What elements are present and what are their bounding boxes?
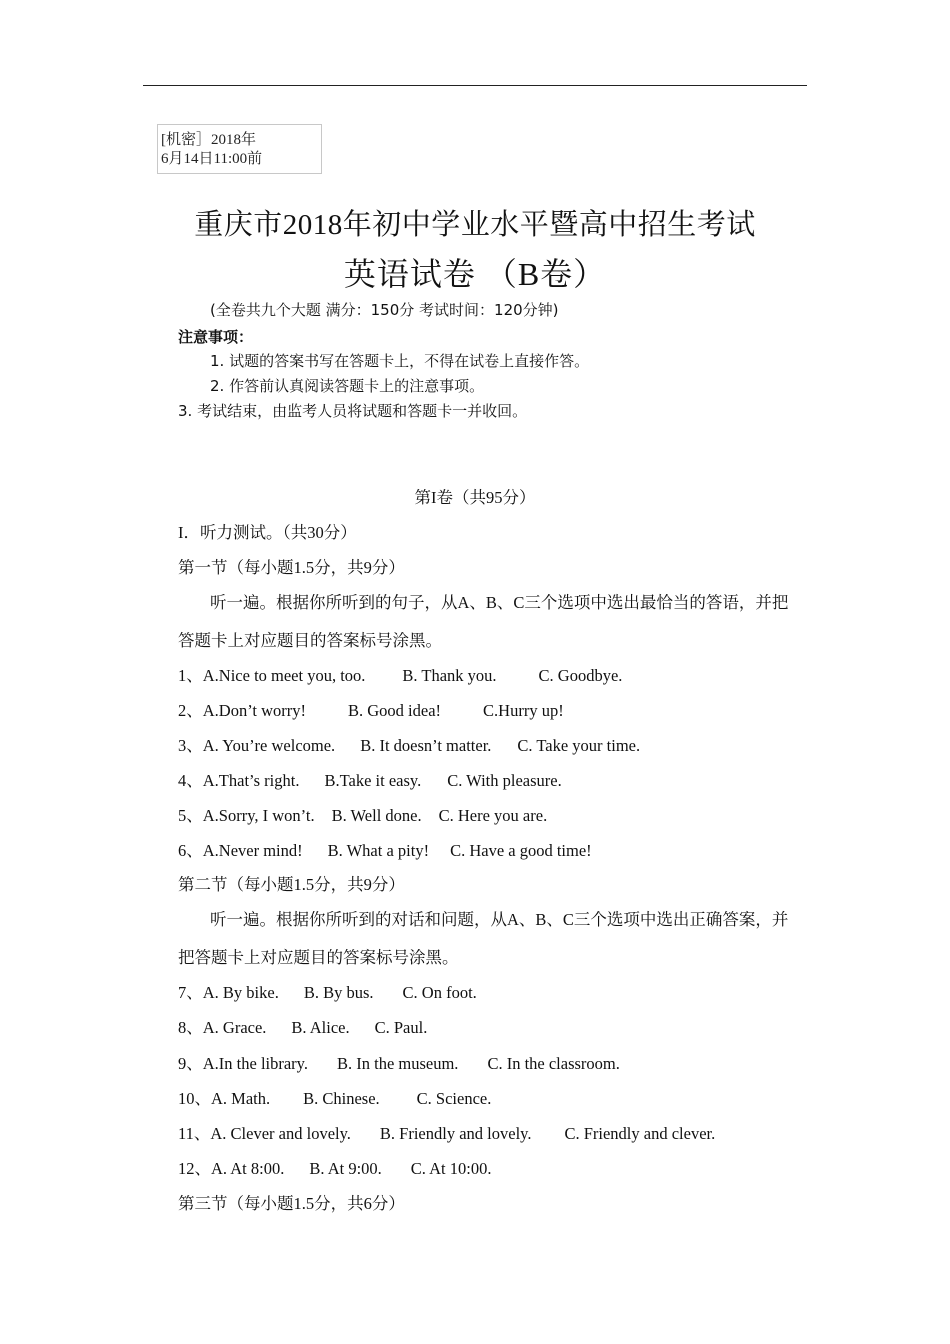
- question-4: [178, 770, 562, 792]
- question-3: [178, 735, 640, 757]
- notice-item-3: 3. 考试结束，由监考人员将试题和答题卡一并收回。: [178, 402, 528, 420]
- option-c: C. Goodbye.: [538, 666, 623, 685]
- question-number: 12、: [178, 1159, 211, 1178]
- option-c: C.Hurry up!: [483, 701, 564, 720]
- option-a: A. Math.: [211, 1089, 271, 1108]
- question-12: [178, 1158, 491, 1180]
- question-number: 11、: [178, 1124, 211, 1143]
- option-a: A. At 8:00.: [211, 1159, 285, 1178]
- option-c: C. On foot.: [402, 983, 477, 1002]
- header-rule: [143, 85, 807, 86]
- option-a: A.Don’t worry!: [202, 701, 307, 720]
- question-5: [178, 805, 547, 827]
- option-b: B.Take it easy.: [324, 771, 422, 790]
- option-a: A. Clever and lovely.: [210, 1124, 351, 1143]
- option-c: C. Here you are.: [438, 806, 548, 825]
- option-c: C. Science.: [416, 1089, 492, 1108]
- option-b: B. Thank you.: [402, 666, 497, 685]
- option-b: B. Good idea!: [348, 701, 442, 720]
- confidential-line-2: 6月14日11:00前: [161, 151, 263, 167]
- option-b: B. Alice.: [291, 1018, 350, 1037]
- option-a: A.That’s right.: [202, 771, 300, 790]
- section3-heading: 第三节（每小题1.5分，共6分）: [178, 1194, 405, 1213]
- exam-info: (全卷共九个大题 满分：150分 考试时间：120分钟): [210, 301, 559, 319]
- question-11: [178, 1123, 715, 1145]
- question-9: [178, 1053, 620, 1075]
- option-a: A.Sorry, I won’t.: [202, 806, 315, 825]
- notice-heading: 注意事项：: [178, 328, 254, 346]
- option-a: A.In the library.: [202, 1054, 308, 1073]
- option-b: B. Chinese.: [303, 1089, 380, 1108]
- option-a: A.Nice to meet you, too.: [202, 666, 366, 685]
- paper-heading: 第I卷（共95分）: [414, 488, 536, 507]
- option-c: C. In the classroom.: [487, 1054, 620, 1073]
- option-b: B. What a pity!: [327, 841, 430, 860]
- option-a: A. By bike.: [202, 983, 279, 1002]
- option-b: B. Well done.: [331, 806, 422, 825]
- section2-instruction-line1: 听一遍。根据你所听到的对话和问题，从A、B、C三个选项中选出正确答案，并: [210, 910, 789, 929]
- question-1: [178, 665, 622, 687]
- question-2: [178, 700, 564, 722]
- question-number: 4、: [178, 771, 203, 790]
- question-6: [178, 840, 592, 862]
- confidential-line-1: [机密］2018年: [161, 132, 256, 148]
- option-b: B. By bus.: [303, 983, 374, 1002]
- question-number: 7、: [178, 983, 203, 1002]
- option-b: B. In the museum.: [336, 1054, 459, 1073]
- option-a: A. You’re welcome.: [202, 736, 336, 755]
- section1-heading: 第一节（每小题1.5分，共9分）: [178, 558, 405, 577]
- question-number: 1、: [178, 666, 203, 685]
- exam-subtitle: 英语试卷 （B卷）: [343, 256, 607, 292]
- question-number: 10、: [178, 1089, 211, 1108]
- question-8: [178, 1017, 427, 1039]
- question-10: [178, 1088, 491, 1110]
- question-number: 8、: [178, 1018, 203, 1037]
- option-b: B. It doesn’t matter.: [360, 736, 492, 755]
- option-c: C. Friendly and clever.: [564, 1124, 716, 1143]
- question-number: 6、: [178, 841, 203, 860]
- question-number: 3、: [178, 736, 203, 755]
- option-c: C. Paul.: [374, 1018, 428, 1037]
- notice-item-1: 1. 试题的答案书写在答题卡上，不得在试卷上直接作答。: [210, 352, 590, 370]
- question-number: 5、: [178, 806, 203, 825]
- option-c: C. At 10:00.: [410, 1159, 492, 1178]
- option-c: C. Have a good time!: [450, 841, 592, 860]
- section1-instruction-line2: 答题卡上对应题目的答案标号涂黑。: [178, 631, 442, 650]
- part1-heading: I．听力测试。（共30分）: [178, 523, 357, 542]
- option-a: A. Grace.: [202, 1018, 267, 1037]
- option-b: B. Friendly and lovely.: [379, 1124, 532, 1143]
- option-c: C. With pleasure.: [447, 771, 562, 790]
- question-7: [178, 982, 477, 1004]
- option-c: C. Take your time.: [517, 736, 641, 755]
- question-number: 2、: [178, 701, 203, 720]
- notice-item-2: 2. 作答前认真阅读答题卡上的注意事项。: [210, 377, 485, 395]
- option-b: B. At 9:00.: [309, 1159, 382, 1178]
- section2-heading: 第二节（每小题1.5分，共9分）: [178, 875, 405, 894]
- exam-title: 重庆市2018年初中学业水平暨高中招生考试: [194, 209, 756, 241]
- section1-instruction-line1: 听一遍。根据你所听到的句子，从A、B、C三个选项中选出最恰当的答语，并把: [210, 593, 789, 612]
- section2-instruction-line2: 把答题卡上对应题目的答案标号涂黑。: [178, 948, 459, 967]
- option-a: A.Never mind!: [202, 841, 303, 860]
- question-number: 9、: [178, 1054, 203, 1073]
- confidential-box: [157, 124, 322, 174]
